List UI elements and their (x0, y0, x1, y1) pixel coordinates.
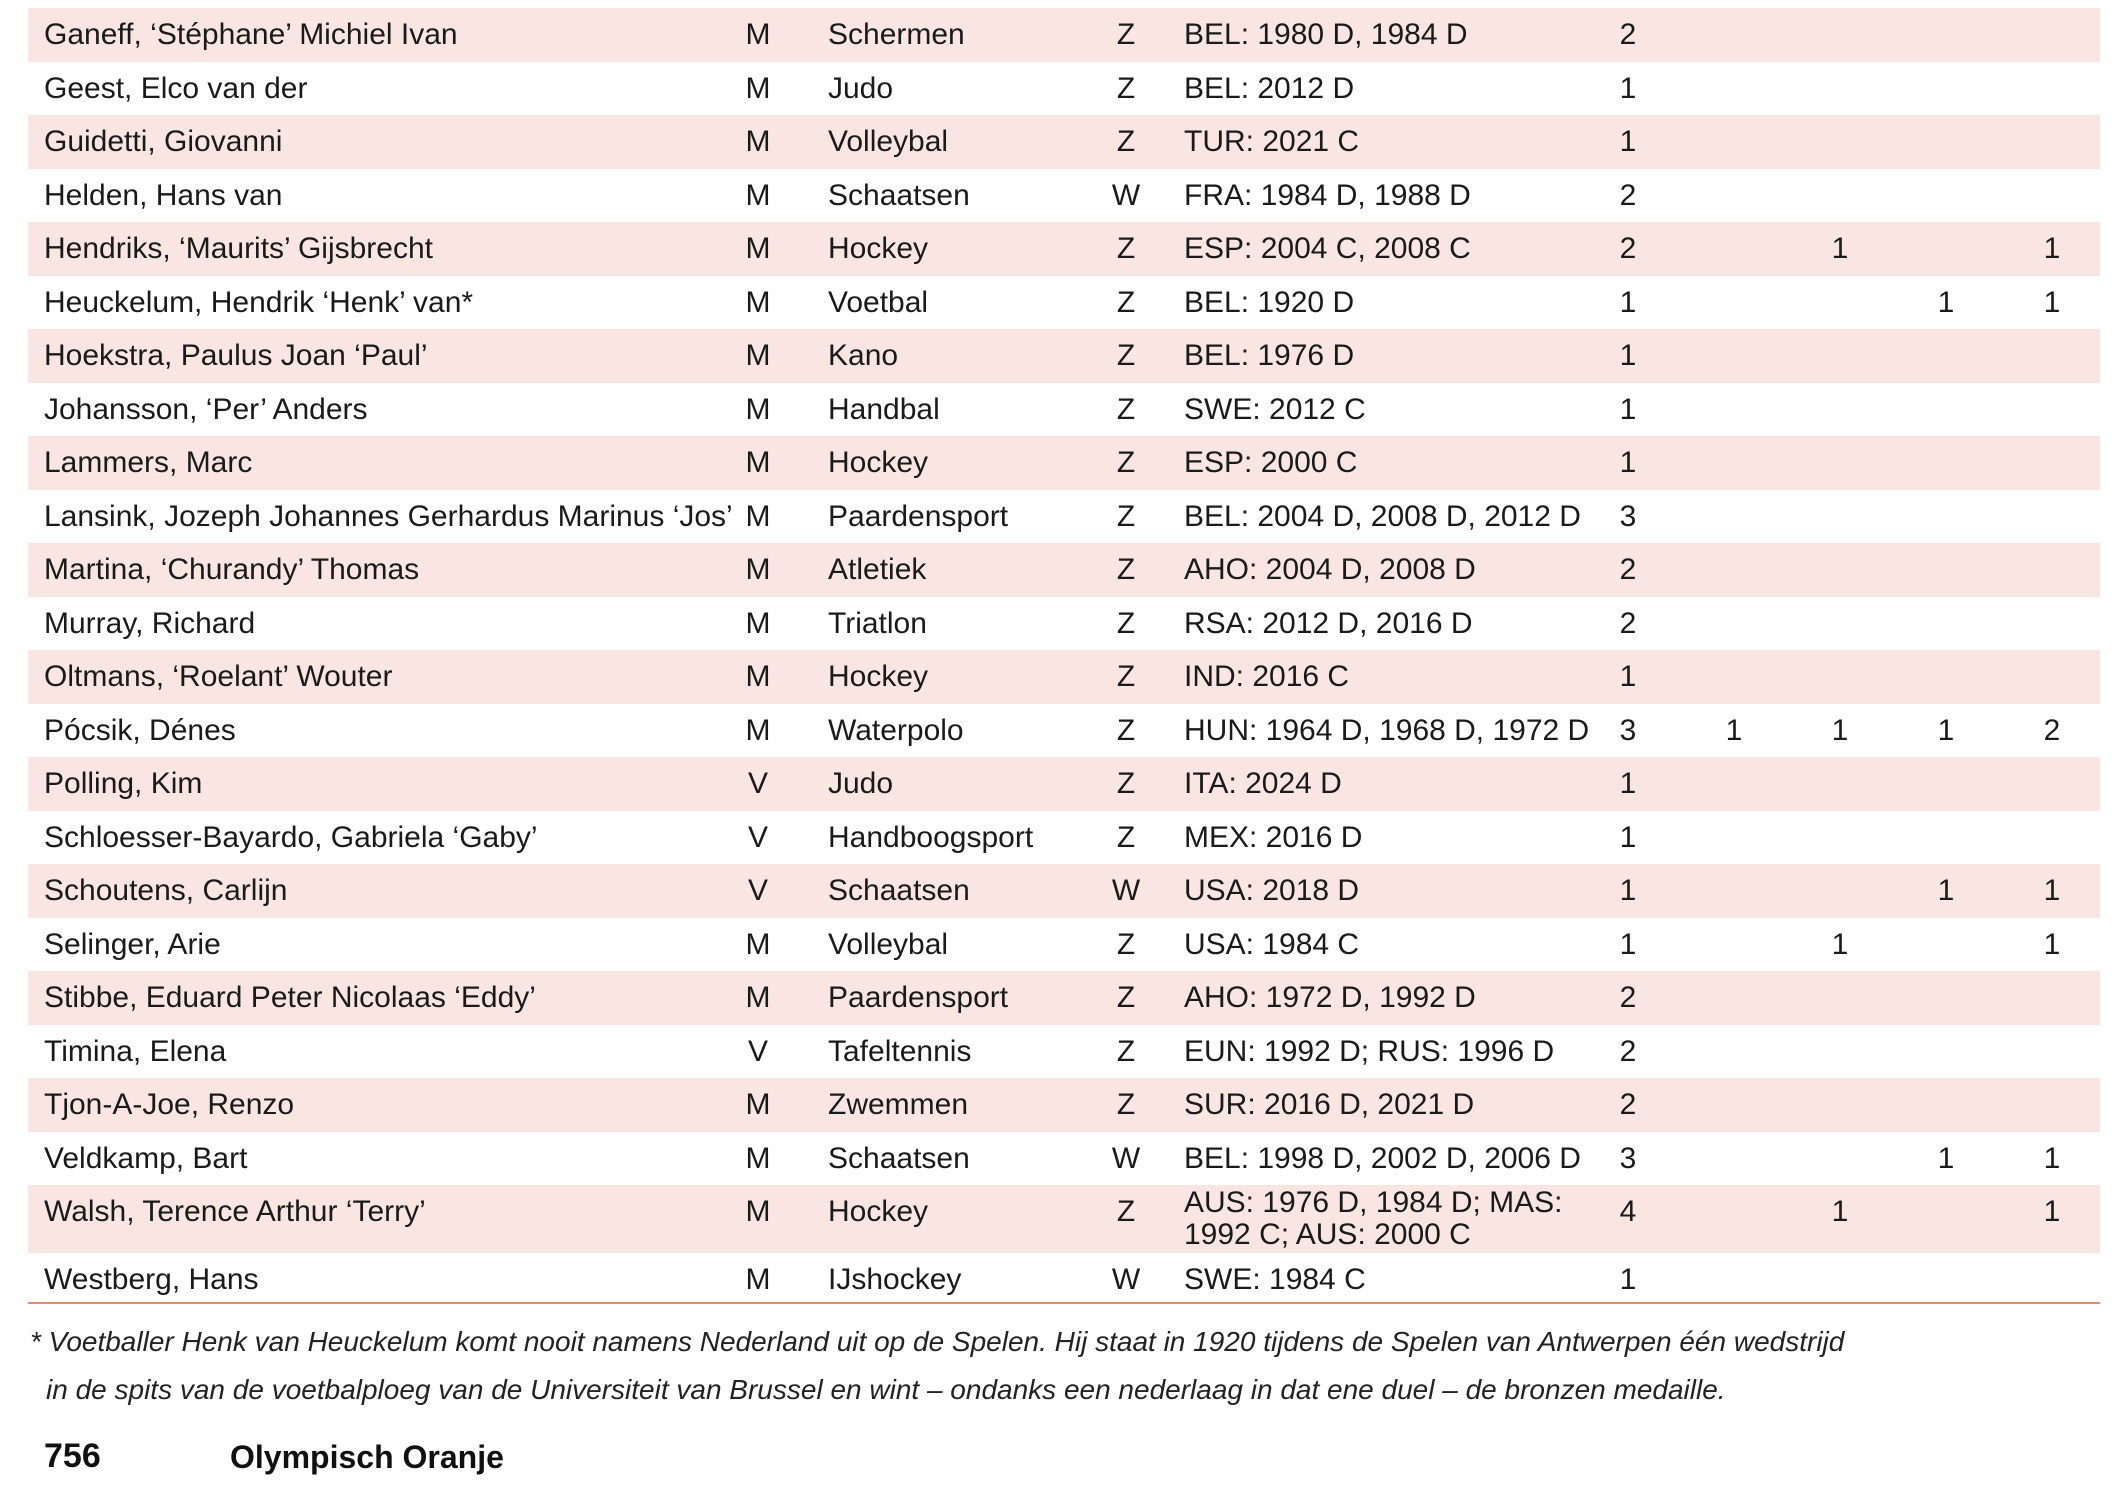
teams-and-years: BEL: 1980 D, 1984 D (1184, 18, 1468, 51)
sex: M (745, 1263, 771, 1296)
medal-col-2 (1820, 383, 1860, 437)
sport: Atletiek (828, 553, 927, 586)
medal-col-3 (1926, 1078, 1966, 1132)
medal-col-3 (1926, 169, 1966, 223)
athlete-name: Oltmans, ‘Roelant’ Wouter (44, 660, 393, 693)
medal-col-4 (2032, 383, 2072, 437)
table-row (28, 650, 2100, 704)
table-row (28, 1025, 2100, 1079)
athlete-name: Polling, Kim (44, 767, 203, 800)
sex: M (745, 660, 771, 693)
teams-and-years: RSA: 2012 D, 2016 D (1184, 606, 1473, 640)
medal-col-2 (1820, 1025, 1860, 1079)
table-row (28, 169, 2100, 223)
season: Z (1116, 820, 1136, 854)
total-games: 1 (1619, 446, 1637, 479)
total-games: 2 (1619, 981, 1637, 1014)
medal-col-4 (2032, 62, 2072, 116)
season: W (1111, 1263, 1141, 1296)
medal-col-2 (1820, 1132, 1860, 1186)
season: Z (1116, 125, 1136, 158)
season: Z (1116, 1034, 1136, 1068)
athlete-name: Schoutens, Carlijn (44, 874, 288, 907)
medal-col-4 (2032, 1025, 2072, 1079)
teams-and-years: BEL: 1998 D, 2002 D, 2006 D (1184, 1141, 1581, 1175)
athlete-name: Selinger, Arie (44, 927, 221, 961)
medal-col-2 (1820, 971, 1860, 1025)
season: Z (1116, 981, 1136, 1014)
teams-and-years: BEL: 1920 D (1184, 285, 1355, 319)
total-games: 1 (1619, 71, 1637, 105)
total-games: 3 (1619, 1141, 1637, 1175)
table-row (28, 864, 2100, 918)
teams-and-years: FRA: 1984 D, 1988 D (1184, 178, 1471, 212)
sport: Hockey (828, 446, 929, 479)
sex: M (745, 125, 771, 158)
medal-col-2 (1820, 436, 1860, 490)
medal-col-1 (1714, 436, 1754, 490)
medal-col-3 (1926, 383, 1966, 437)
season: Z (1116, 285, 1136, 319)
total-games: 1 (1619, 339, 1637, 372)
teams-and-years: SWE: 1984 C (1184, 1263, 1366, 1296)
table-row (28, 115, 2100, 169)
table-row (28, 1253, 2100, 1307)
table-row (28, 971, 2100, 1025)
medal-col-3: 1 (1937, 285, 1955, 319)
sex: M (745, 713, 771, 747)
sex: M (745, 499, 771, 533)
sex: M (745, 1195, 771, 1228)
medal-col-1 (1714, 1025, 1754, 1079)
total-games: 2 (1619, 1034, 1637, 1068)
medal-col-2: 1 (1831, 1195, 1849, 1228)
table-bottom-rule (28, 1302, 2100, 1304)
medal-col-1 (1714, 918, 1754, 972)
table-row (28, 222, 2100, 276)
athlete-name: Guidetti, Giovanni (44, 125, 283, 158)
total-games: 2 (1619, 606, 1637, 640)
sport: Kano (828, 339, 899, 372)
sex: V (747, 874, 768, 907)
teams-and-years: BEL: 2004 D, 2008 D, 2012 D (1184, 499, 1581, 533)
medal-col-4 (2032, 490, 2072, 544)
season: W (1111, 178, 1141, 212)
medal-col-2: 1 (1831, 232, 1849, 265)
medal-col-1 (1714, 971, 1754, 1025)
medal-col-1 (1714, 1253, 1754, 1307)
total-games: 1 (1619, 392, 1637, 426)
medal-col-4 (2032, 8, 2072, 62)
teams-and-years: SWE: 2012 C (1184, 392, 1366, 426)
medal-col-4: 1 (2043, 874, 2061, 907)
season: Z (1116, 713, 1136, 747)
medal-col-3 (1926, 918, 1966, 972)
table-row (28, 1132, 2100, 1186)
medal-col-4 (2032, 650, 2072, 704)
season: Z (1116, 606, 1136, 640)
sport: Schaatsen (828, 874, 970, 907)
total-games: 2 (1619, 553, 1637, 586)
sex: M (745, 18, 771, 51)
medal-col-1 (1714, 864, 1754, 918)
table-row (28, 436, 2100, 490)
sex: V (747, 1034, 768, 1068)
medal-col-2 (1820, 650, 1860, 704)
medal-col-4 (2032, 329, 2072, 383)
teams-and-years: IND: 2016 C (1184, 660, 1350, 693)
sport: Volleybal (828, 927, 949, 961)
athlete-name: Helden, Hans van (44, 178, 283, 212)
sport: Schaatsen (828, 178, 970, 212)
total-games: 1 (1619, 820, 1637, 854)
medal-col-1 (1714, 1132, 1754, 1186)
season: Z (1116, 927, 1136, 961)
sex: M (745, 232, 771, 265)
medal-col-2: 1 (1831, 713, 1849, 747)
medal-col-2 (1820, 1253, 1860, 1307)
teams-and-years: BEL: 1976 D (1184, 339, 1355, 372)
table-row (28, 276, 2100, 330)
page-number: 756 (44, 1437, 101, 1475)
medal-col-1 (1714, 490, 1754, 544)
season: Z (1116, 1088, 1136, 1121)
sport: Judo (828, 767, 894, 800)
medal-col-4: 1 (2043, 927, 2061, 961)
sex: M (745, 1088, 771, 1121)
teams-and-years: EUN: 1992 D; RUS: 1996 D (1184, 1034, 1555, 1068)
sport: Triatlon (828, 606, 927, 640)
medal-col-3 (1926, 757, 1966, 811)
athlete-name: Heuckelum, Hendrik ‘Henk’ van* (44, 285, 474, 319)
season: Z (1116, 446, 1136, 479)
table-row (28, 383, 2100, 437)
sport: Volleybal (828, 125, 949, 158)
medal-col-2 (1820, 1078, 1860, 1132)
medal-col-3 (1926, 1185, 1966, 1253)
athlete-name: Schloesser-Bayardo, Gabriela ‘Gaby’ (44, 820, 538, 854)
footnote-line-1: * Voetballer Henk van Heuckelum komt nooit namens Nederland uit op de Spelen. Hij staat in 1920 tijdens de Spelen van Antwerpen één wedstrijd (30, 1326, 1845, 1357)
medal-col-4 (2032, 811, 2072, 865)
sport: Hockey (828, 1195, 929, 1228)
medal-col-1 (1714, 1078, 1754, 1132)
teams-and-years: USA: 2018 D (1184, 874, 1360, 907)
medal-col-2 (1820, 597, 1860, 651)
medal-col-2 (1820, 543, 1860, 597)
total-games: 2 (1619, 1088, 1637, 1121)
season: Z (1116, 18, 1136, 51)
season: Z (1116, 1195, 1136, 1228)
medal-col-3 (1926, 971, 1966, 1025)
medal-col-2 (1820, 8, 1860, 62)
medal-col-1 (1714, 169, 1754, 223)
sport: Hockey (828, 232, 929, 265)
table-row (28, 704, 2100, 758)
sport: Hockey (828, 660, 929, 693)
medal-col-3 (1926, 597, 1966, 651)
medal-col-4 (2032, 543, 2072, 597)
medal-col-4 (2032, 115, 2072, 169)
medal-col-3: 1 (1937, 713, 1955, 747)
sport: Paardensport (828, 981, 1009, 1014)
total-games: 1 (1619, 927, 1637, 961)
medal-col-3: 1 (1937, 1141, 1955, 1175)
footnote (30, 1318, 1930, 1414)
medal-col-4 (2032, 1253, 2072, 1307)
table-row (28, 1185, 2100, 1253)
sport: Waterpolo (828, 713, 964, 747)
sport: Paardensport (828, 499, 1009, 533)
medal-col-1 (1714, 62, 1754, 116)
table-row (28, 597, 2100, 651)
table-row (28, 490, 2100, 544)
total-games: 1 (1619, 660, 1637, 693)
medal-col-3 (1926, 8, 1966, 62)
teams-and-years: AHO: 2004 D, 2008 D (1184, 553, 1476, 586)
sex: M (745, 1141, 771, 1175)
table-row (28, 1078, 2100, 1132)
medal-col-1: 1 (1725, 713, 1743, 747)
medal-col-2 (1820, 811, 1860, 865)
medal-col-3 (1926, 1025, 1966, 1079)
sport: Zwemmen (828, 1088, 969, 1121)
medal-col-3 (1926, 543, 1966, 597)
book-title: Olympisch Oranje (230, 1439, 504, 1475)
teams-and-years: MEX: 2016 D (1184, 820, 1363, 854)
sport: Judo (828, 71, 894, 105)
season: Z (1116, 71, 1136, 105)
medal-col-3 (1926, 62, 1966, 116)
teams-and-years: SUR: 2016 D, 2021 D (1184, 1088, 1475, 1121)
athlete-name: Timina, Elena (44, 1034, 227, 1068)
sport: IJshockey (828, 1263, 962, 1296)
teams-and-years: USA: 1984 C (1184, 927, 1360, 961)
sport: Tafeltennis (828, 1034, 972, 1068)
athlete-name: Murray, Richard (44, 606, 256, 640)
total-games: 1 (1619, 125, 1637, 158)
athlete-name: Tjon-A-Joe, Renzo (44, 1088, 295, 1121)
athlete-name: Hendriks, ‘Maurits’ Gijsbrecht (44, 232, 433, 265)
season: W (1111, 1141, 1141, 1175)
footnote-line-2: in de spits van de voetbalploeg van de Universiteit van Brussel en wint – ondanks een nederlaag in dat ene duel – de bronzen medaille. (46, 1374, 1726, 1405)
medal-col-1 (1714, 115, 1754, 169)
medal-col-3 (1926, 115, 1966, 169)
table-row (28, 757, 2100, 811)
teams-and-years: AUS: 1976 D, 1984 D; MAS: 1992 C; AUS: 2000 C (1184, 1186, 1563, 1251)
teams-and-years: TUR: 2021 C (1184, 125, 1360, 158)
athlete-name: Ganeff, ‘Stéphane’ Michiel Ivan (44, 18, 458, 51)
teams-and-years: HUN: 1964 D, 1968 D, 1972 D (1184, 713, 1590, 747)
table-row (28, 543, 2100, 597)
medal-col-3 (1926, 222, 1966, 276)
medal-col-3 (1926, 490, 1966, 544)
medal-col-1 (1714, 811, 1754, 865)
medal-col-3 (1926, 329, 1966, 383)
medal-col-3: 1 (1937, 874, 1955, 907)
sex: M (745, 606, 771, 640)
medal-col-4 (2032, 597, 2072, 651)
sport: Schermen (828, 18, 965, 51)
medal-col-4 (2032, 1078, 2072, 1132)
medal-col-1 (1714, 383, 1754, 437)
athlete-name: Geest, Elco van der (44, 71, 308, 105)
medal-col-1 (1714, 757, 1754, 811)
medal-col-4: 1 (2043, 1141, 2061, 1175)
medal-col-2 (1820, 757, 1860, 811)
sex: M (745, 981, 771, 1014)
sex: M (745, 178, 771, 212)
medal-col-2 (1820, 329, 1860, 383)
medal-col-4: 2 (2043, 713, 2061, 747)
medal-col-4 (2032, 757, 2072, 811)
season: Z (1116, 767, 1136, 800)
total-games: 3 (1619, 713, 1637, 747)
medal-col-2 (1820, 62, 1860, 116)
athlete-name: Hoekstra, Paulus Joan ‘Paul’ (44, 339, 428, 372)
season: Z (1116, 660, 1136, 693)
season: Z (1116, 392, 1136, 426)
medal-col-2 (1820, 169, 1860, 223)
medal-col-3 (1926, 650, 1966, 704)
sex: M (745, 71, 771, 105)
total-games: 2 (1619, 178, 1637, 212)
athlete-name: Walsh, Terence Arthur ‘Terry’ (44, 1195, 426, 1228)
athletes-table (28, 8, 2100, 1307)
season: W (1111, 874, 1141, 907)
athlete-name: Lammers, Marc (44, 446, 253, 479)
season: Z (1116, 232, 1136, 265)
sex: M (745, 446, 771, 479)
medal-col-1 (1714, 222, 1754, 276)
teams-and-years: ESP: 2000 C (1184, 446, 1358, 479)
athlete-name: Lansink, Jozeph Johannes Gerhardus Marinus ‘Jos’ (44, 499, 733, 533)
table-row (28, 811, 2100, 865)
medal-col-4: 1 (2043, 285, 2061, 319)
medal-col-3 (1926, 811, 1966, 865)
teams-and-years: ESP: 2004 C, 2008 C (1184, 232, 1471, 265)
medal-col-4: 1 (2043, 232, 2061, 265)
medal-col-2 (1820, 490, 1860, 544)
athlete-name: Johansson, ‘Per’ Anders (44, 392, 368, 426)
medal-col-1 (1714, 1185, 1754, 1253)
medal-col-4: 1 (2043, 1195, 2061, 1228)
total-games: 2 (1619, 232, 1637, 265)
athlete-name: Stibbe, Eduard Peter Nicolaas ‘Eddy’ (44, 981, 536, 1014)
medal-col-3 (1926, 1253, 1966, 1307)
athlete-name: Pócsik, Dénes (44, 713, 236, 747)
medal-col-4 (2032, 436, 2072, 490)
total-games: 2 (1619, 18, 1637, 51)
table-row (28, 918, 2100, 972)
season: Z (1116, 339, 1136, 372)
medal-col-1 (1714, 543, 1754, 597)
sport: Schaatsen (828, 1141, 970, 1175)
medal-col-1 (1714, 597, 1754, 651)
total-games: 3 (1619, 499, 1637, 533)
medal-col-1 (1714, 276, 1754, 330)
medal-col-4 (2032, 169, 2072, 223)
sport: Voetbal (828, 285, 929, 319)
athlete-name: Martina, ‘Churandy’ Thomas (44, 553, 420, 586)
teams-and-years: BEL: 2012 D (1184, 71, 1355, 105)
medal-col-2: 1 (1831, 927, 1849, 961)
total-games: 1 (1619, 285, 1637, 319)
medal-col-3 (1926, 436, 1966, 490)
sex: M (745, 927, 771, 961)
sex: M (745, 392, 771, 426)
sex: M (745, 553, 771, 586)
total-games: 1 (1619, 767, 1637, 800)
table-row (28, 62, 2100, 116)
table-row (28, 8, 2100, 62)
athlete-name: Westberg, Hans (44, 1263, 259, 1296)
medal-col-2 (1820, 276, 1860, 330)
medal-col-2 (1820, 115, 1860, 169)
season: Z (1116, 553, 1136, 586)
sex: V (747, 767, 768, 800)
medal-col-1 (1714, 329, 1754, 383)
season: Z (1116, 499, 1136, 533)
athlete-name: Veldkamp, Bart (44, 1141, 248, 1175)
medal-col-2 (1820, 864, 1860, 918)
medal-col-1 (1714, 650, 1754, 704)
medal-col-1 (1714, 8, 1754, 62)
sex: M (745, 285, 771, 319)
teams-and-years: ITA: 2024 D (1184, 767, 1342, 800)
sport: Handbal (828, 392, 940, 426)
medal-col-4 (2032, 971, 2072, 1025)
table-row (28, 329, 2100, 383)
total-games: 4 (1619, 1195, 1637, 1228)
total-games: 1 (1619, 874, 1637, 907)
teams-and-years: AHO: 1972 D, 1992 D (1184, 981, 1476, 1014)
total-games: 1 (1619, 1263, 1637, 1296)
sex: V (747, 820, 768, 854)
sex: M (745, 339, 771, 372)
sport: Handboogsport (828, 820, 1034, 854)
